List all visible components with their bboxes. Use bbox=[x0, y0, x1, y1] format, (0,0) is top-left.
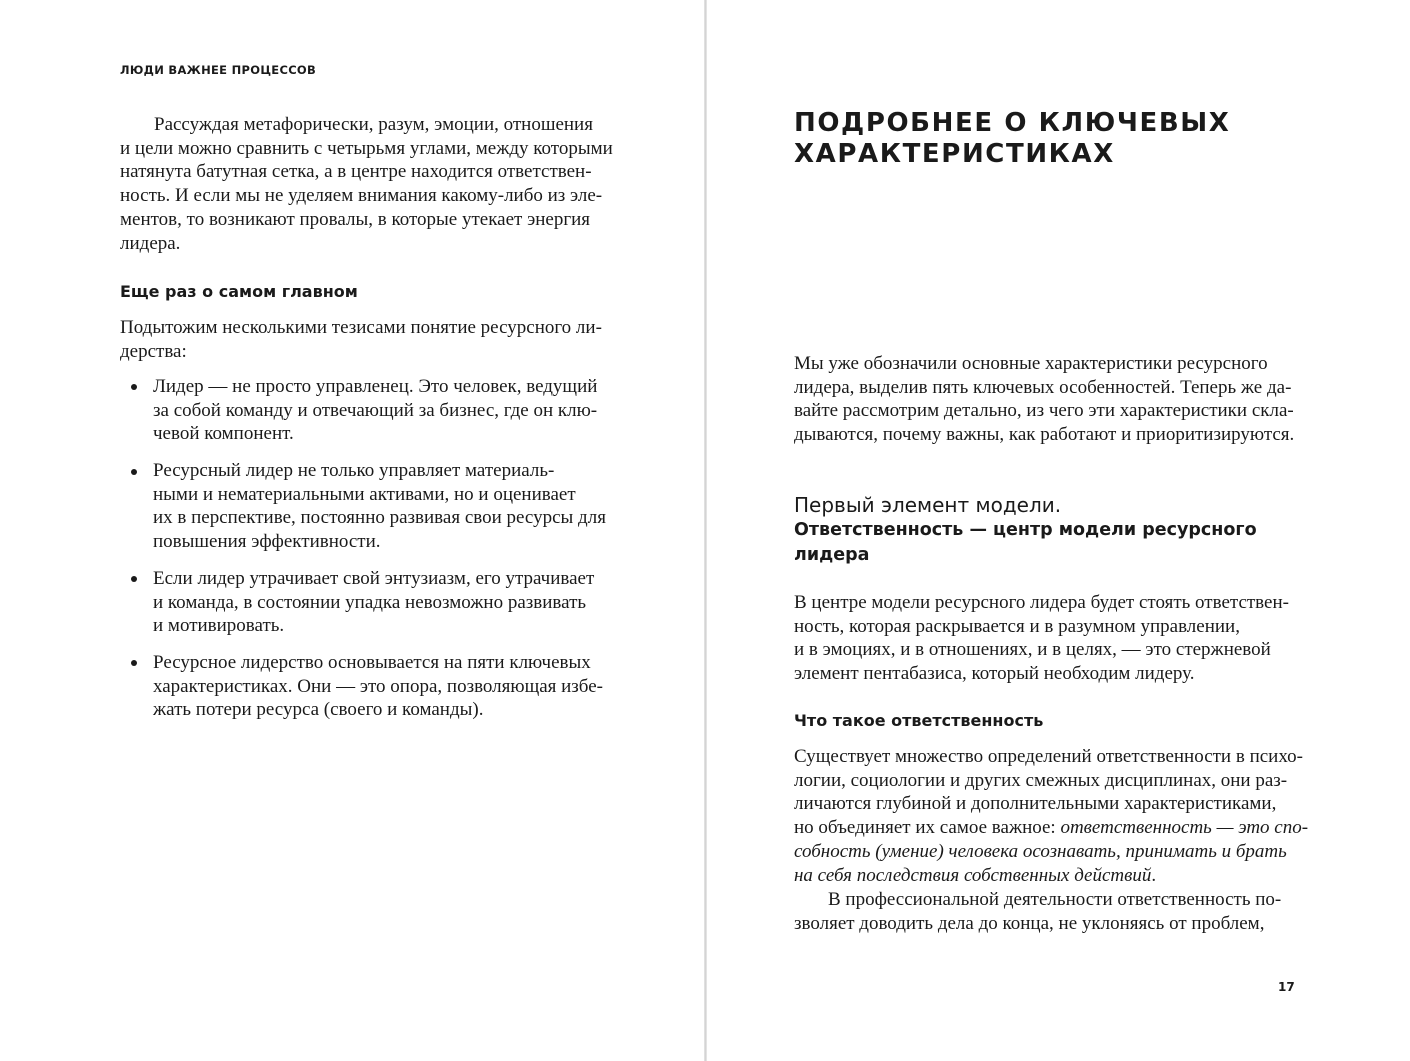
bullet-dot bbox=[131, 469, 137, 475]
bullet-dot bbox=[131, 660, 137, 666]
title-line: ПОДРОБНЕЕ О КЛЮЧЕВЫХ bbox=[794, 108, 1231, 138]
text-line: и цели можно сравнить с четырьмя углами, между которыми bbox=[120, 137, 613, 159]
text-line: дываются, почему важны, как работают и приоритизируются. bbox=[794, 424, 1295, 446]
subtitle-line: Ответственность — центр модели ресурсного bbox=[794, 520, 1257, 540]
text-line: ность. И если мы не уделяем внимания какому-либо из эле- bbox=[120, 185, 603, 207]
italic-definition: собность (умение) человека осознавать, принимать и брать bbox=[794, 840, 1287, 862]
text-line: дерства: bbox=[120, 340, 187, 362]
text-line: лидера, выделив пять ключевых особенностей. Теперь же да- bbox=[794, 376, 1292, 398]
text-line: и в эмоциях, и в отношениях, и в целях, — это стержневой bbox=[794, 639, 1271, 661]
right-paragraph-center bbox=[794, 591, 1292, 686]
text-line: Ресурсное лидерство основывается на пяти ключевых bbox=[153, 652, 591, 673]
text-line: вайте рассмотрим детально, из чего эти характеристики скла- bbox=[794, 400, 1294, 422]
text-line: личаются глубиной и дополнительными характеристиками, bbox=[794, 793, 1277, 815]
left-subheading: Еще раз о самом главном bbox=[120, 282, 358, 301]
text-line: зволяет доводить дела до конца, не уклоняясь от проблем, bbox=[794, 912, 1265, 934]
bullet-item-4 bbox=[153, 651, 613, 722]
bullet-dot bbox=[131, 384, 137, 390]
text-line: Подытожим несколькими тезисами понятие ресурсного ли- bbox=[120, 317, 602, 338]
bullet-item-2 bbox=[153, 459, 618, 554]
text-line bbox=[794, 864, 1292, 888]
right-paragraph-last bbox=[794, 888, 1292, 935]
bullet-item-3 bbox=[153, 567, 608, 638]
text-line: Лидер — не просто управленец. Это человек, ведущий bbox=[153, 376, 598, 397]
text-line: повышения эффективности. bbox=[153, 531, 381, 553]
text-line: за собой команду и отвечающий за бизнес, где он клю- bbox=[153, 399, 598, 421]
chapter-title bbox=[794, 108, 1230, 170]
section-title: Первый элемент модели. bbox=[794, 493, 1062, 517]
bullet-item-1 bbox=[153, 375, 603, 446]
text-line: В профессиональной деятельности ответственность по- bbox=[828, 889, 1282, 910]
subtitle-line: лидера bbox=[794, 544, 870, 565]
italic-definition: на себя последствия собственных действий bbox=[794, 864, 1152, 886]
text-line: и команда, в состоянии упадка невозможно развивать bbox=[153, 591, 587, 613]
bullet-dot bbox=[131, 576, 137, 582]
definition-paragraph bbox=[794, 745, 1309, 887]
text-line: логии, социологии и других смежных дисциплинах, они раз- bbox=[794, 769, 1288, 791]
text-line: жать потери ресурса (своего и команды). bbox=[153, 699, 484, 721]
left-paragraph-1 bbox=[120, 113, 618, 255]
left-intro bbox=[120, 316, 618, 363]
text-line: их в перспективе, постоянно развивая свои ресурсы для bbox=[153, 507, 606, 529]
section-subtitle bbox=[794, 518, 1257, 567]
text-line: элемент пентабазиса, который необходим лидеру. bbox=[794, 663, 1195, 685]
text-line: натянута батутная сетка, а в центре находится ответствен- bbox=[120, 161, 592, 183]
page-number: 17 bbox=[1278, 980, 1295, 994]
text-line: В центре модели ресурсного лидера будет стоять ответствен- bbox=[794, 592, 1289, 613]
text-line: Мы уже обозначили основные характеристики ресурсного bbox=[794, 353, 1268, 374]
text-line bbox=[794, 840, 1292, 864]
text-line: лидера. bbox=[120, 232, 181, 254]
plain-text: . bbox=[1151, 864, 1157, 886]
text-line: ментов, то возникают провалы, в которые утекает энергия bbox=[120, 208, 591, 230]
text-line: характеристиках. Они — это опора, позволяющая избе- bbox=[153, 675, 603, 697]
text-line: Рассуждая метафорически, разум, эмоции, отношения bbox=[154, 114, 593, 135]
italic-definition: ответственность — это спо- bbox=[1060, 817, 1309, 839]
text-line: Ресурсный лидер не только управляет материаль- bbox=[153, 460, 555, 481]
text-line: ными и нематериальными активами, но и оценивает bbox=[153, 483, 576, 505]
title-line: ХАРАКТЕРИСТИКАХ bbox=[794, 139, 1115, 169]
right-subheading: Что такое ответственность bbox=[794, 711, 1044, 730]
right-intro bbox=[794, 352, 1295, 447]
text-line: чевой компонент. bbox=[153, 423, 294, 445]
text-line: Если лидер утрачивает свой энтузиазм, его утрачивает bbox=[153, 568, 595, 589]
left-page bbox=[0, 0, 704, 1061]
text-line: и мотивировать. bbox=[153, 615, 285, 637]
text-line: ность, которая раскрывается и в разумном управлении, bbox=[794, 615, 1240, 637]
text-line bbox=[794, 816, 1309, 840]
text-line: Существует множество определений ответственности в психо- bbox=[794, 746, 1303, 767]
running-head: ЛЮДИ ВАЖНЕЕ ПРОЦЕССОВ bbox=[120, 63, 317, 77]
plain-text: но объединяет их самое важное: bbox=[794, 817, 1061, 839]
